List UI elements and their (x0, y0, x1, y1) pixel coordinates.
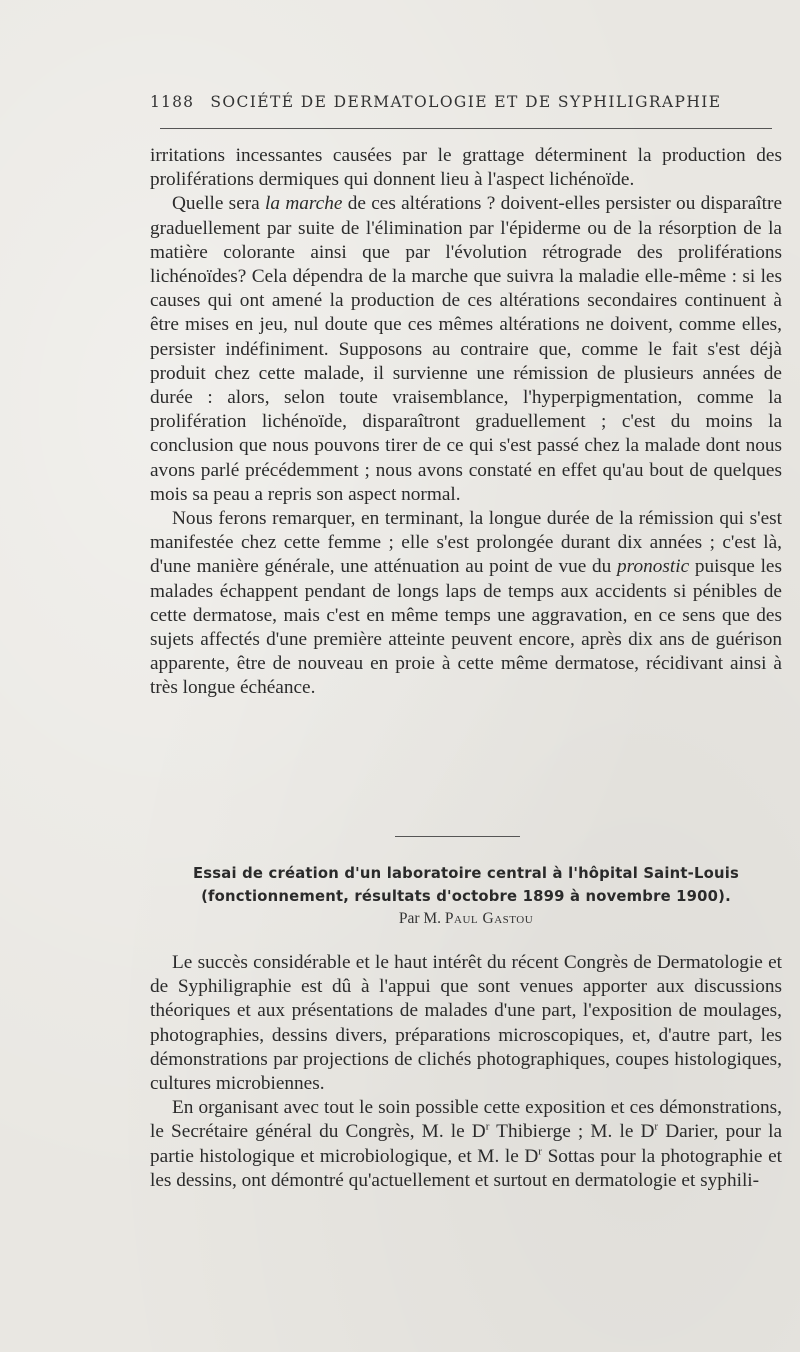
paragraph-3: Nous ferons remarquer, en terminant, la longue durée de la rémission qui s'est manifestée chez cette femme ; elle s'est prolongée durant dix années ; c'est là, d'une manière générale, une atténuation au point de vue du pronostic puisque les malades échappent pendant de longs laps de temps aux accidents si pénibles de cette dermatose, mais c'est en même temps une aggravation, en ce sens que des sujets affectés d'une première atteinte peuvent encore, après dix ans de guérison apparente, être de nouveau en proie à cette même dermatose, récidivant ainsi à très longue échéance. (150, 508, 782, 699)
page-number: 1188 (150, 93, 195, 111)
paragraph-1: irritations incessantes causées par le grattage déterminent la production des proliférations dermiques qui donnent lieu à l'aspect lichénoïde. (150, 145, 782, 191)
article-paragraph-1: Le succès considérable et le haut intérêt du récent Congrès de Dermatologie et de Syphiligraphie est dû à l'appui que sont venues apporter aux discussions théoriques et aux présentations de malades d'une part, l'exposition de moulages, photographies, dessins divers, préparations microscopiques, et, d'autre part, les démonstrations par projections de clichés photographiques, coupes histologiques, cultures microbiennes. (150, 952, 782, 1095)
emphasis-la-marche: la marche (265, 193, 343, 215)
emphasis-pronostic: pronostic (617, 556, 690, 578)
paragraph-2: Quelle sera la marche de ces altérations ? doivent-elles persister ou disparaître graduellement par suite de l'élimination par l'épiderme ou de la résorption de la matière colorante ainsi que par l'évolution rétrograde des proliférations lichénoïdes? Cela dépendra de la marche que suivra la maladie elle-même : si les causes qui ont amené la production de ces altérations secondaires continuent à être mises en jeu, nul doute que ces mêmes altérations ne doivent, comme elles, persister indéfiniment. Supposons au contraire que, comme le fait s'est déjà produit chez cette malade, il survienne une rémission de plusieurs années de durée : alors, selon toute vraisemblance, l'hyperpigmentation, comme la prolifération lichénoïde, disparaîtront graduellement ; c'est du moins la conclusion que nous pouvons tirer de ce qui s'est passé chez la malade dont nous avons parlé précédemment ; nous avons constaté en effet qu'au bout de quelques mois sa peau a repris son aspect normal. (150, 193, 783, 505)
article-paragraph-2: En organisant avec tout le soin possible cette exposition et ces démonstrations, le Secrétaire général du Congrès, M. le $D^r$ Thibierge ; M. le $D^r$ Darier, pour la partie histologique et microbiologique, et M. le $D^r$ Sottas pour la photographie et les dessins, ont démontré qu'actuellement et surtout en dermatologie et syphili- (150, 1097, 782, 1191)
header-rule (160, 128, 772, 129)
article-byline (150, 910, 782, 928)
article-title-line-2: (fonctionnement, résultats d'octobre 1899 à novembre 1900). (201, 888, 731, 905)
running-header (150, 93, 772, 117)
article-title-line-1: Essai de création d'un laboratoire central à l'hôpital Saint-Louis (192, 865, 739, 882)
section-separator (395, 836, 520, 837)
section-continuation (150, 144, 782, 701)
article-title (150, 862, 782, 908)
article-body (150, 951, 782, 1193)
byline-author: Paul Gastou (444, 910, 534, 927)
byline-prefix: Par M. (398, 910, 445, 927)
running-title: SOCIÉTÉ DE DERMATOLOGIE ET DE SYPHILIGRAPHIE (210, 93, 722, 111)
